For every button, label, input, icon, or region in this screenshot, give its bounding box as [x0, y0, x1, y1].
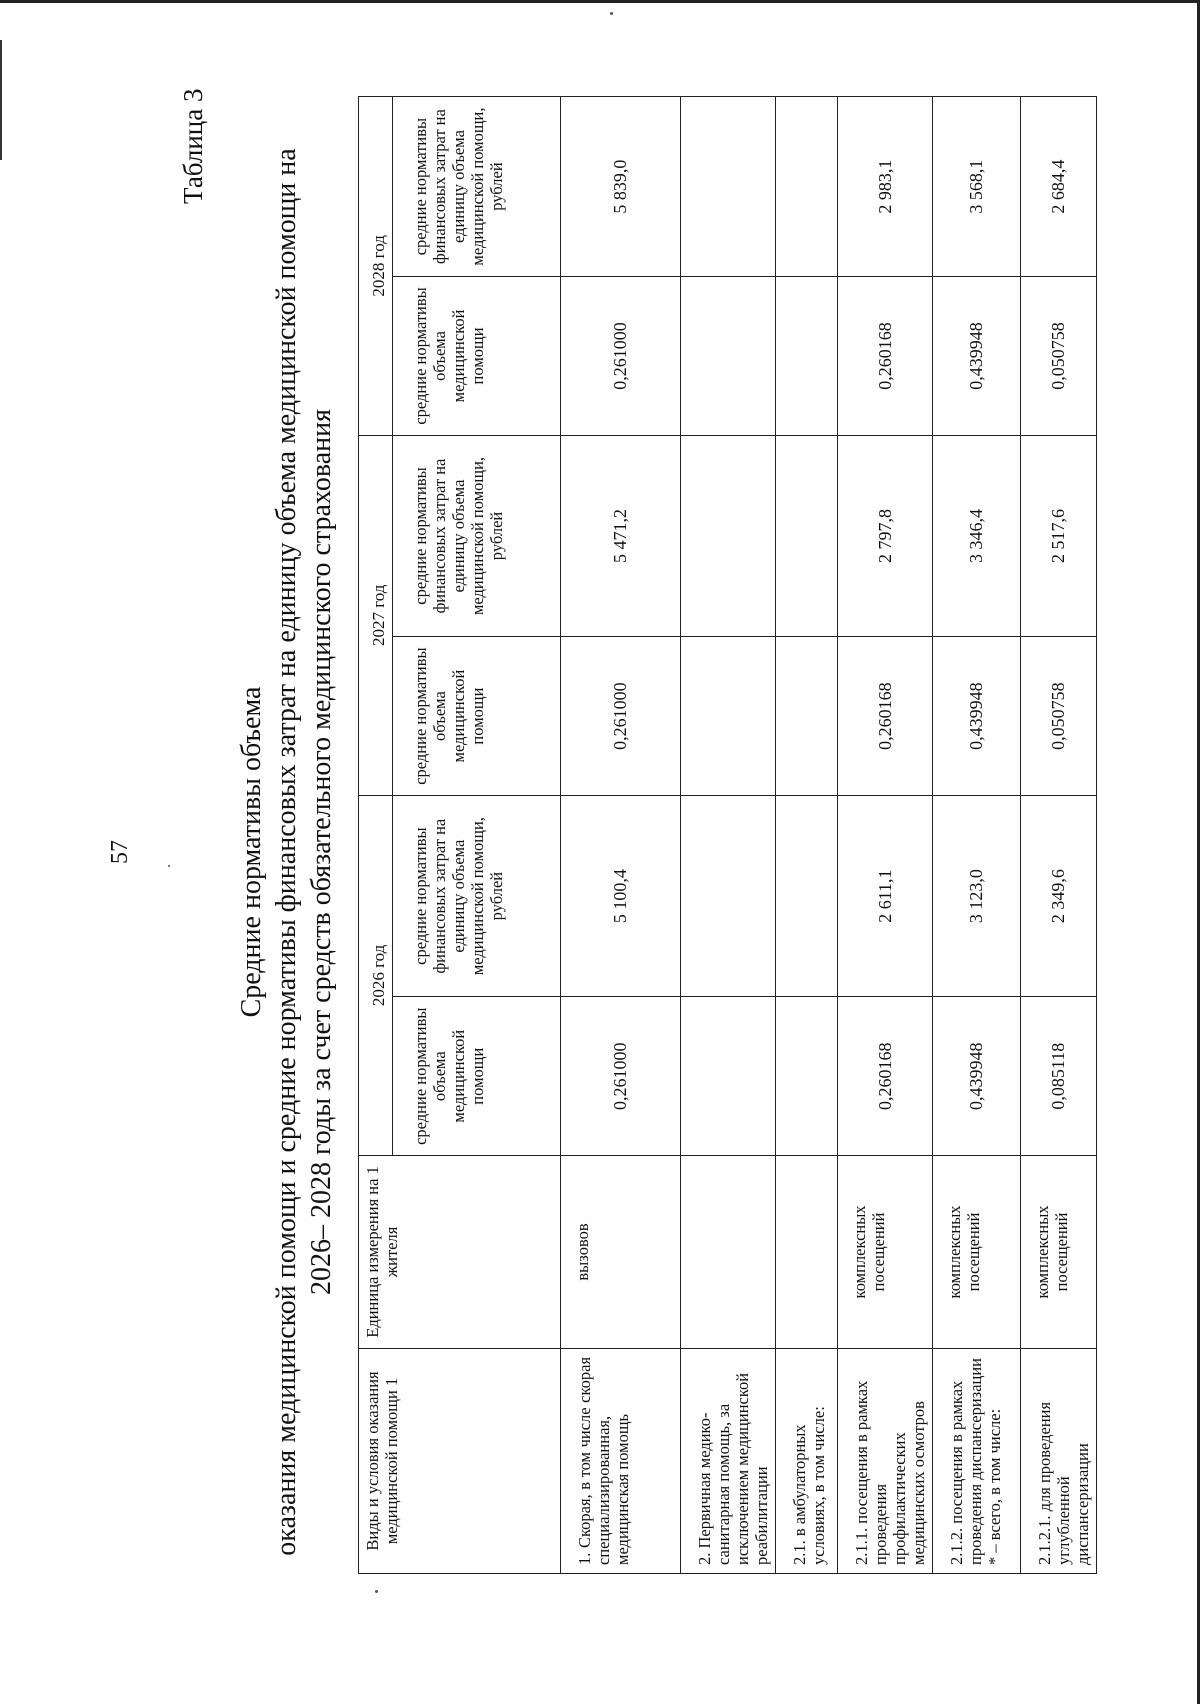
row-volume-2028: 0,050758 [1021, 277, 1097, 436]
row-kind: 2.1.1. посещения в рамках проведения профилактических медицинских осмотров [838, 1348, 933, 1573]
row-unit: вызовов [561, 1156, 681, 1349]
header-kind: Виды и условия оказания медицинской помощи 1 [359, 1348, 561, 1573]
row-cost-2028: 5 839,0 [561, 97, 681, 277]
row-kind: 1. Скорая, в том числе скорая специализированная, медицинская помощь [561, 1348, 681, 1573]
row-volume-2026: 0,085118 [1021, 997, 1097, 1156]
table-label: Таблица 3 [178, 88, 208, 204]
row-unit [776, 1156, 838, 1349]
table-row [838, 97, 933, 1574]
row-volume-2027: 0,260168 [838, 637, 933, 796]
row-cost-2028 [681, 97, 776, 277]
row-cost-2028: 3 568,1 [933, 97, 1021, 277]
row-volume-2028 [681, 277, 776, 436]
header-cost-2028: средние нормативы финансовых затрат на единицу объема медицинской помощи, рублей [393, 97, 561, 277]
row-cost-2027: 3 346,4 [933, 435, 1021, 637]
row-cost-2026 [681, 795, 776, 997]
norms-table [358, 96, 1097, 1574]
table-row [561, 97, 681, 1574]
title-line-2: оказания медицинской помощи и средние нормативы финансовых затрат на единицу объема медицинской помощи на [271, 148, 302, 1556]
title-line-3: 2026– 2028 годы за счет средств обязательного медицинского страхования [306, 409, 337, 1295]
header-cost-2026: средние нормативы финансовых затрат на единицу объема медицинской помощи, рублей [393, 795, 561, 997]
row-cost-2026: 3 123,0 [933, 795, 1021, 997]
header-row-years [359, 97, 393, 1574]
header-year-2028: 2028 год [359, 97, 393, 436]
row-volume-2027 [776, 637, 838, 796]
row-volume-2027: 0,439948 [933, 637, 1021, 796]
table-row [1021, 97, 1097, 1574]
row-volume-2026: 0,261000 [561, 997, 681, 1156]
row-kind: 2.1.2. посещения в рамках проведения диспансеризации * – всего, в том числе: [933, 1348, 1021, 1573]
row-volume-2026: 0,439948 [933, 997, 1021, 1156]
row-volume-2028: 0,439948 [933, 277, 1021, 436]
header-year-2027: 2027 год [359, 435, 393, 795]
document-title [234, 0, 339, 1704]
row-cost-2026: 2 611,1 [838, 795, 933, 997]
row-volume-2026: 0,260168 [838, 997, 933, 1156]
header-volume-2028: средние нормативы объема медицинской помощи [393, 277, 561, 436]
row-cost-2027 [776, 435, 838, 637]
page-number: 57 [107, 840, 133, 864]
row-unit: комплексных посещений [838, 1156, 933, 1349]
title-line-1: Средние нормативы объема [236, 686, 267, 1018]
row-cost-2028 [776, 97, 838, 277]
table-row [776, 97, 838, 1574]
row-cost-2026 [776, 795, 838, 997]
row-cost-2027: 2 797,8 [838, 435, 933, 637]
row-cost-2027: 5 471,2 [561, 435, 681, 637]
row-kind: 2.1.2.1. для проведения углубленной диспансеризации [1021, 1348, 1097, 1573]
row-volume-2028: 0,261000 [561, 277, 681, 436]
row-unit [681, 1156, 776, 1349]
header-cost-2027: средние нормативы финансовых затрат на единицу объема медицинской помощи, рублей [393, 435, 561, 637]
row-cost-2027 [681, 435, 776, 637]
row-unit: комплексных посещений [933, 1156, 1021, 1349]
row-volume-2028 [776, 277, 838, 436]
row-volume-2026 [776, 997, 838, 1156]
row-volume-2026 [681, 997, 776, 1156]
table-row [681, 97, 776, 1574]
row-kind: 2.1. в амбулаторных условиях, в том числе: [776, 1348, 838, 1573]
header-year-2026: 2026 год [359, 795, 393, 1155]
row-cost-2026: 5 100,4 [561, 795, 681, 997]
row-volume-2027 [681, 637, 776, 796]
table-row [933, 97, 1021, 1574]
header-unit: Единица измерения на 1 жителя [359, 1156, 561, 1349]
row-cost-2027: 2 517,6 [1021, 435, 1097, 637]
row-cost-2028: 2 684,4 [1021, 97, 1097, 277]
row-cost-2026: 2 349,6 [1021, 795, 1097, 997]
row-volume-2028: 0,260168 [838, 277, 933, 436]
row-cost-2028: 2 983,1 [838, 97, 933, 277]
row-volume-2027: 0,261000 [561, 637, 681, 796]
row-volume-2027: 0,050758 [1021, 637, 1097, 796]
header-volume-2027: средние нормативы объема медицинской помощи [393, 637, 561, 796]
row-unit: комплексных посещений [1021, 1156, 1097, 1349]
row-kind: 2. Первичная медико-санитарная помощь, за исключением медицинской реабилитации [681, 1348, 776, 1573]
header-volume-2026: средние нормативы объема медицинской помощи [393, 997, 561, 1156]
